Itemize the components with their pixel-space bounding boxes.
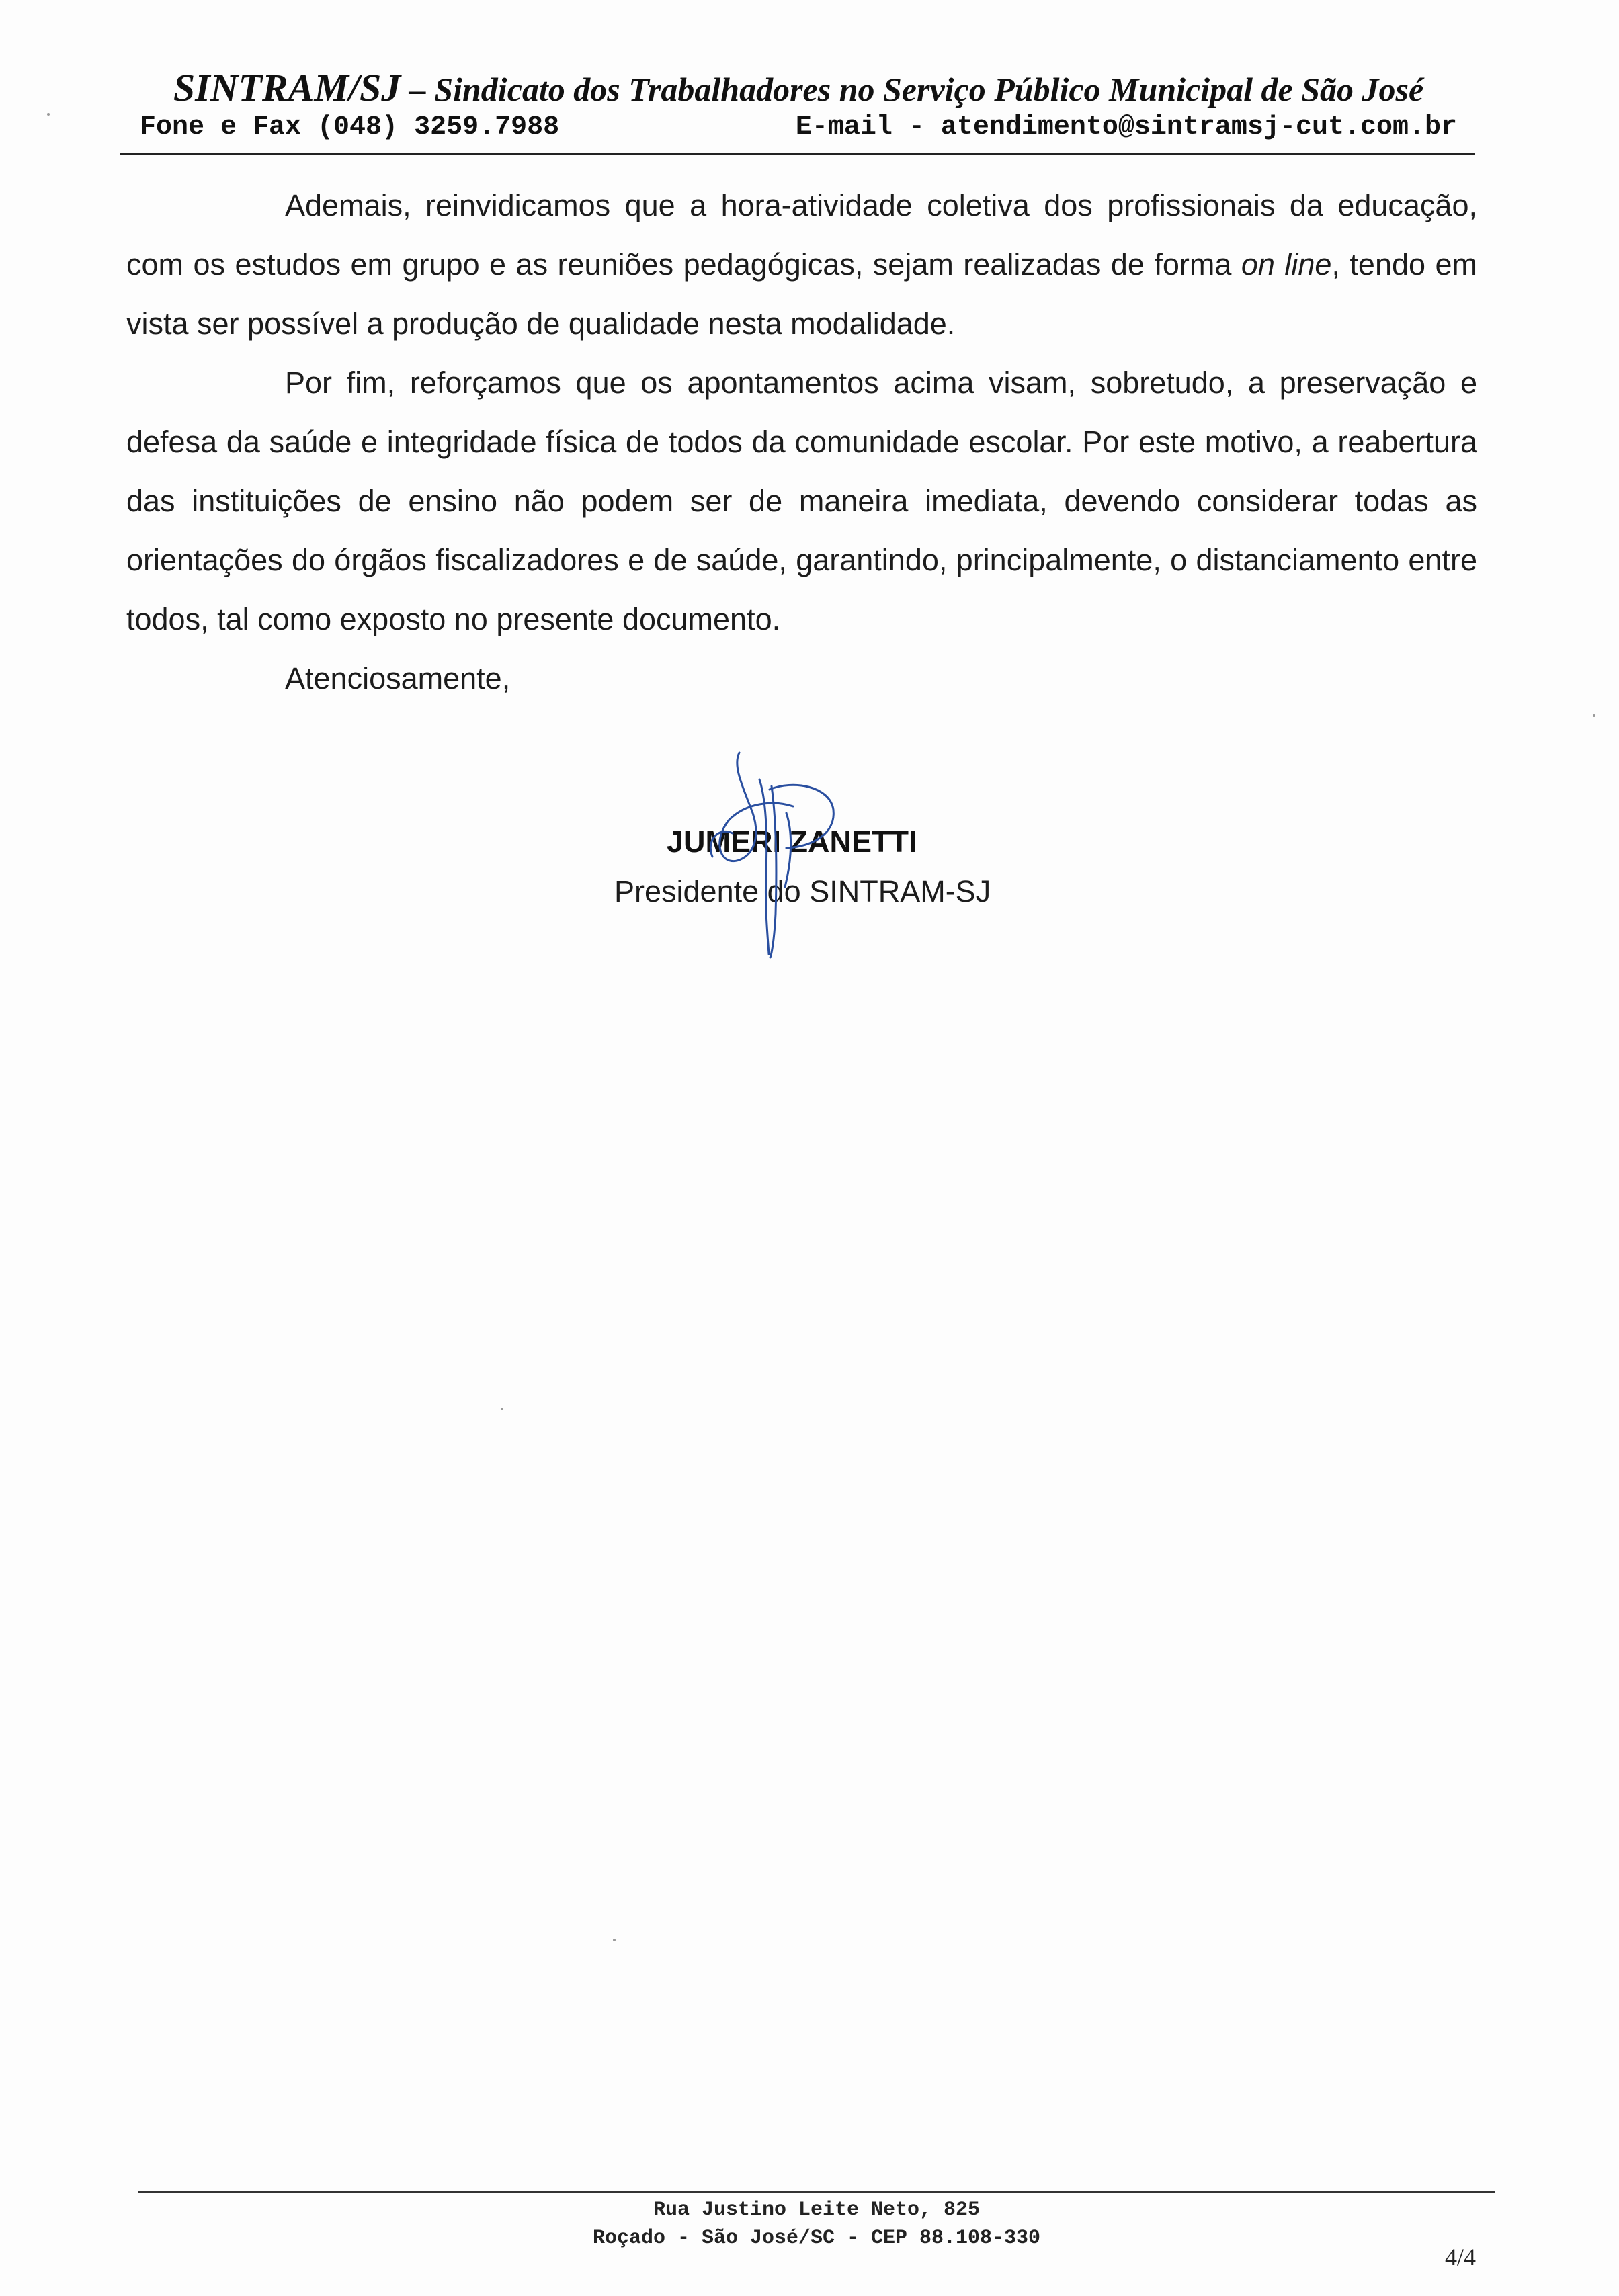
email-address: E-mail - atendimento@sintramsj-cut.com.br [795, 112, 1457, 142]
footer-city: Roçado - São José/SC - CEP 88.108-330 [592, 2227, 1041, 2250]
header-divider [120, 153, 1475, 155]
handwritten-signature [692, 739, 867, 961]
footer-street: Rua Justino Leite Neto, 825 [653, 2199, 981, 2221]
letterhead-contact [120, 110, 1477, 145]
footer-divider [138, 2191, 1495, 2193]
letterhead-title [120, 67, 1477, 110]
paragraph-1-end: , tendo em vista ser possível a produção de qualidade nesta modalidade. [126, 247, 1478, 341]
phone-fax: Fone e Fax (048) 3259.7988 [140, 112, 560, 142]
org-full-name: – Sindicato dos Trabalhadores no Serviço Público Municipal de São José [401, 71, 1424, 108]
letter-body [126, 176, 1477, 708]
letterhead [120, 67, 1477, 145]
scan-speck [613, 1939, 616, 1941]
scan-speck [1593, 714, 1595, 717]
paragraph-2: Por fim, reforçamos que os apontamentos acima visam, sobretudo, a preservação e defesa da saúde e integridade física de todos da comunidade escolar. Por este motivo, a reabertura das instituições de ensino não podem ser de maneira imediata, devendo considerar todas as orientações do órgãos fiscalizadores e de saúde, garantindo, principalmente, o distanciamento entre todos, tal como exposto no presente documento. [126, 366, 1477, 636]
page-number: 4/4 [1445, 2244, 1477, 2270]
scan-speck [47, 113, 50, 116]
footer-address [138, 2196, 1495, 2252]
paragraph-1-start: Ademais, reinvidicamos que a hora-atividade coletiva dos profissionais da educação, com os estudos em grupo e as reuniões pedagógicas, sejam realizadas de forma [126, 188, 1477, 282]
org-acronym: SINTRAM/SJ [173, 66, 401, 110]
signatory-role: Presidente do SINTRAM-SJ [614, 874, 991, 908]
paragraph-1-emphasis: on line [1241, 247, 1332, 282]
closing-salutation: Atenciosamente, [285, 661, 511, 695]
paragraph-1 [126, 176, 1477, 353]
scan-speck [501, 1408, 503, 1410]
signatory-name: JUMERI ZANETTI [667, 824, 917, 859]
